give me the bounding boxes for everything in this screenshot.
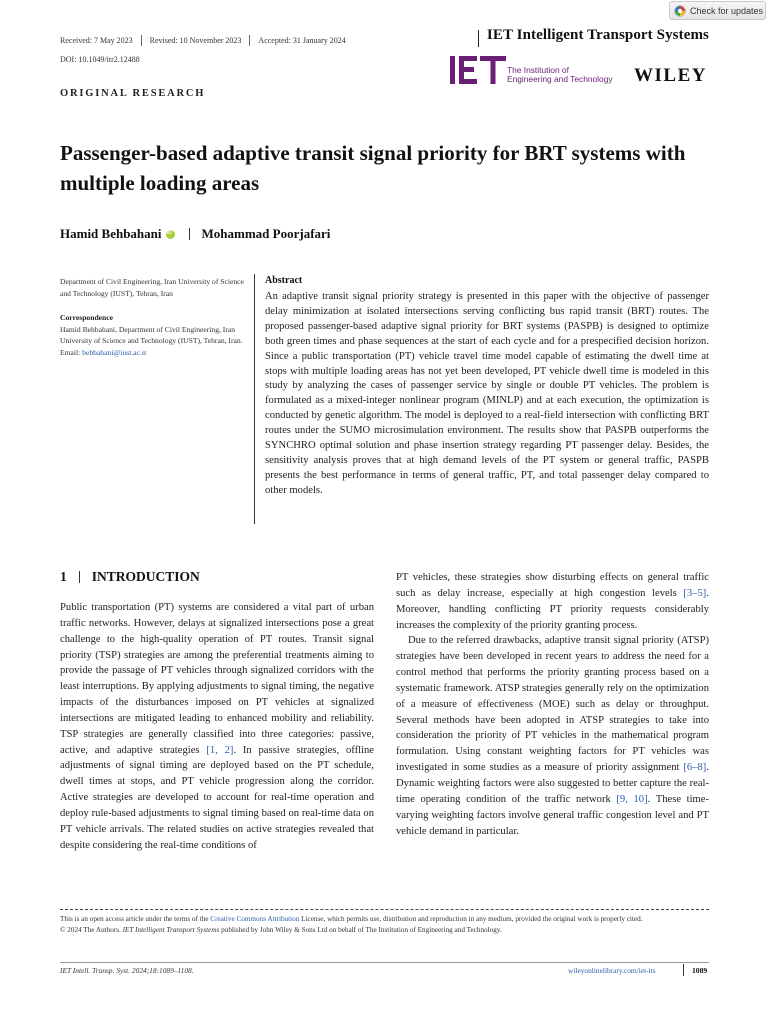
check-for-updates-label: Check for updates [690, 5, 764, 16]
license-link[interactable]: Creative Commons Attribution [210, 915, 300, 923]
section-title: INTRODUCTION [91, 569, 200, 584]
section-heading [60, 569, 200, 585]
abstract-text: An adaptive transit signal priority strategy is presented in this paper with the objective of passenger delay minimization at isolated intersections serving conflicting bus rapid transit (BRT) routes. The proposed passenger-based adaptive signal priority for BRT systems (PASPB) is designed to optimize both green times and phase sequences at the start of each cycle and for a prespecified decision horizon. Since a public transportation (PT) vehicle travel time model capable of estimating the dwell time at stops with multiple loading areas has not yet been developed, PT vehicle dwell time is modeled in this study by analyzing the cases of passenger service by single or double PT vehicles. The problem is formulated as a mixed-integer nonlinear program (MINLP) and at each execution, the optimization is conducted by genetic algorithm. The model is deployed to a real-field intersection with conflicting BRT routes under the SUMO microsimulation environment. The results show that PASPB outperforms the SYNCHRO optimal solution and phase insertion strategy regarding PT passenger delay. Besides, the sensitivity analysis proves that at high demand levels of the PT system or general traffic, PASPB presents the best performance in terms of general traffic, PT, and total passenger delay compared to other models. [265, 291, 709, 496]
accepted-date: Accepted: 31 January 2024 [258, 36, 346, 45]
abstract-rule [254, 274, 255, 524]
email-link[interactable]: behbahani@iust.ac.ir [82, 347, 147, 357]
divider [478, 30, 479, 47]
divider [249, 35, 250, 46]
divider [189, 228, 190, 240]
license-note: This is an open access article under the terms of the Creative Commons Attribution License, which permits use, distribution and reproduction in any medium, provided the original work is properly cited. [60, 915, 643, 923]
article-type: ORIGINAL RESEARCH [60, 88, 206, 99]
email-line [60, 347, 250, 359]
abstract-heading: Abstract [265, 275, 303, 286]
received-date: Received: 7 May 2023 [60, 36, 133, 45]
citation-line: IET Intell. Transp. Syst. 2024;18:1089–1108. [60, 966, 194, 975]
citation-link[interactable]: [6–8] [683, 762, 707, 774]
article-title: Passenger-based adaptive transit signal priority for BRT systems with multiple loading areas [60, 141, 686, 195]
iet-institution-name [507, 66, 613, 84]
page-number: 1089 [692, 966, 708, 975]
body-column-left [60, 600, 374, 854]
institution-line-2: Engineering and Technology [507, 74, 613, 84]
citation-link[interactable]: [9, 10] [616, 793, 648, 805]
author-list [60, 226, 330, 242]
paragraph: Due to the referred drawbacks, adaptive transit signal priority (ATSP) strategies have been developed in recent years to address the need for a control method that performs the priority granting process based on a systematic framework. ATSP strategies generally rely on the optimization of a measure of effectiveness (MOE) such as delay or throughput. Several methods have been adopted in ATSP strategies to take into consideration the priority of PT vehicles in the mathematical program formulation. Using constant weighting factors for PT vehicles was investigated in some studies as a measure of priority assignment [6–8]. Dynamic weighting factors were also suggested to better capture the real-time operating condition of the traffic network [9, 10]. These time-varying weighting factors involve general traffic congestion level and PT vehicle demand in particular. [396, 635, 710, 837]
journal-name[interactable]: IET Intelligent Transport Systems [486, 27, 709, 43]
correspondence-heading: Correspondence [60, 313, 114, 322]
iet-logo-icon[interactable] [450, 55, 508, 85]
article-history [60, 35, 346, 46]
citation-link[interactable]: [3–5] [683, 587, 707, 599]
affiliation: Department of Civil Engineering, Iran University of Science and Technology (IUST), Tehran, Iran [60, 277, 244, 298]
check-for-updates-button[interactable] [669, 1, 766, 20]
section-number: 1 [60, 569, 67, 584]
affiliation-block [60, 276, 250, 358]
paragraph: PT vehicles, these strategies show disturbing effects on general traffic such as delay increase, especially at high congestion levels [3–5]. Moreover, handling conflicting PT priority requests considerably increases the complexity of the priority granting process. [396, 572, 709, 631]
divider [683, 964, 684, 976]
journal-italic: IET Intelligent Transport Systems [122, 926, 220, 934]
footnote-divider [60, 909, 709, 910]
paragraph: Public transportation (PT) systems are considered a vital part of urban traffic networks. However, delays at signalized intersections pose a great challenge to the high-quality operation of PT routes. Transit signal priority (TSP) strategies are among the preferential treatments aiming to provide the passage of PT vehicles through signalized corridors with the least interruptions. By applying adjustments to signal timing, the negative impacts of the disturbances imposed on PT vehicles at signalized intersections are mitigated leading to enhanced mobility and reliability. TSP strategies are generally classified into three categories: passive, active, and adaptive strategies [1, 2]. In passive strategies, offline adjustments of signal timing are deployed based on the PT schedule, dwell times at stops, and PT vehicle progression along the corridor. Active strategies are developed to account for real-time operation and deploy rule-based adjustments to signal timing based on real-time data on PT vehicle arrivals. The related studies on active strategies revealed that despite considering the real-time conditions of [60, 602, 374, 851]
institution-line-1: The Institution of [507, 65, 569, 75]
footnote [60, 914, 709, 936]
citation-link[interactable]: [1, 2] [206, 744, 234, 756]
wiley-logo[interactable]: WILEY [634, 65, 707, 86]
website-link[interactable]: wileyonlinelibrary.com/iet-its [568, 966, 656, 975]
body-column-right [396, 570, 709, 839]
correspondence-text: Hamid Behbahani, Department of Civil Engineering, Iran University of Science and Technology (IUST), Tehran, Iran. [60, 324, 243, 345]
author-name[interactable]: Mohammad Poorjafari [201, 226, 331, 241]
orcid-icon[interactable] [166, 230, 175, 239]
footer-divider [60, 962, 709, 963]
crossmark-icon [674, 5, 686, 17]
email-label: Email: [60, 347, 83, 357]
doi: DOI: 10.1049/itr2.12488 [60, 55, 140, 64]
divider [141, 35, 142, 46]
author-name[interactable]: Hamid Behbahani [60, 226, 162, 241]
divider [79, 571, 80, 583]
copyright-note: © 2024 The Authors. IET Intelligent Transport Systems published by John Wiley & Sons Ltd on behalf of The Institution of Engineering and Technology. [60, 926, 502, 934]
revised-date: Revised: 10 November 2023 [149, 36, 242, 45]
